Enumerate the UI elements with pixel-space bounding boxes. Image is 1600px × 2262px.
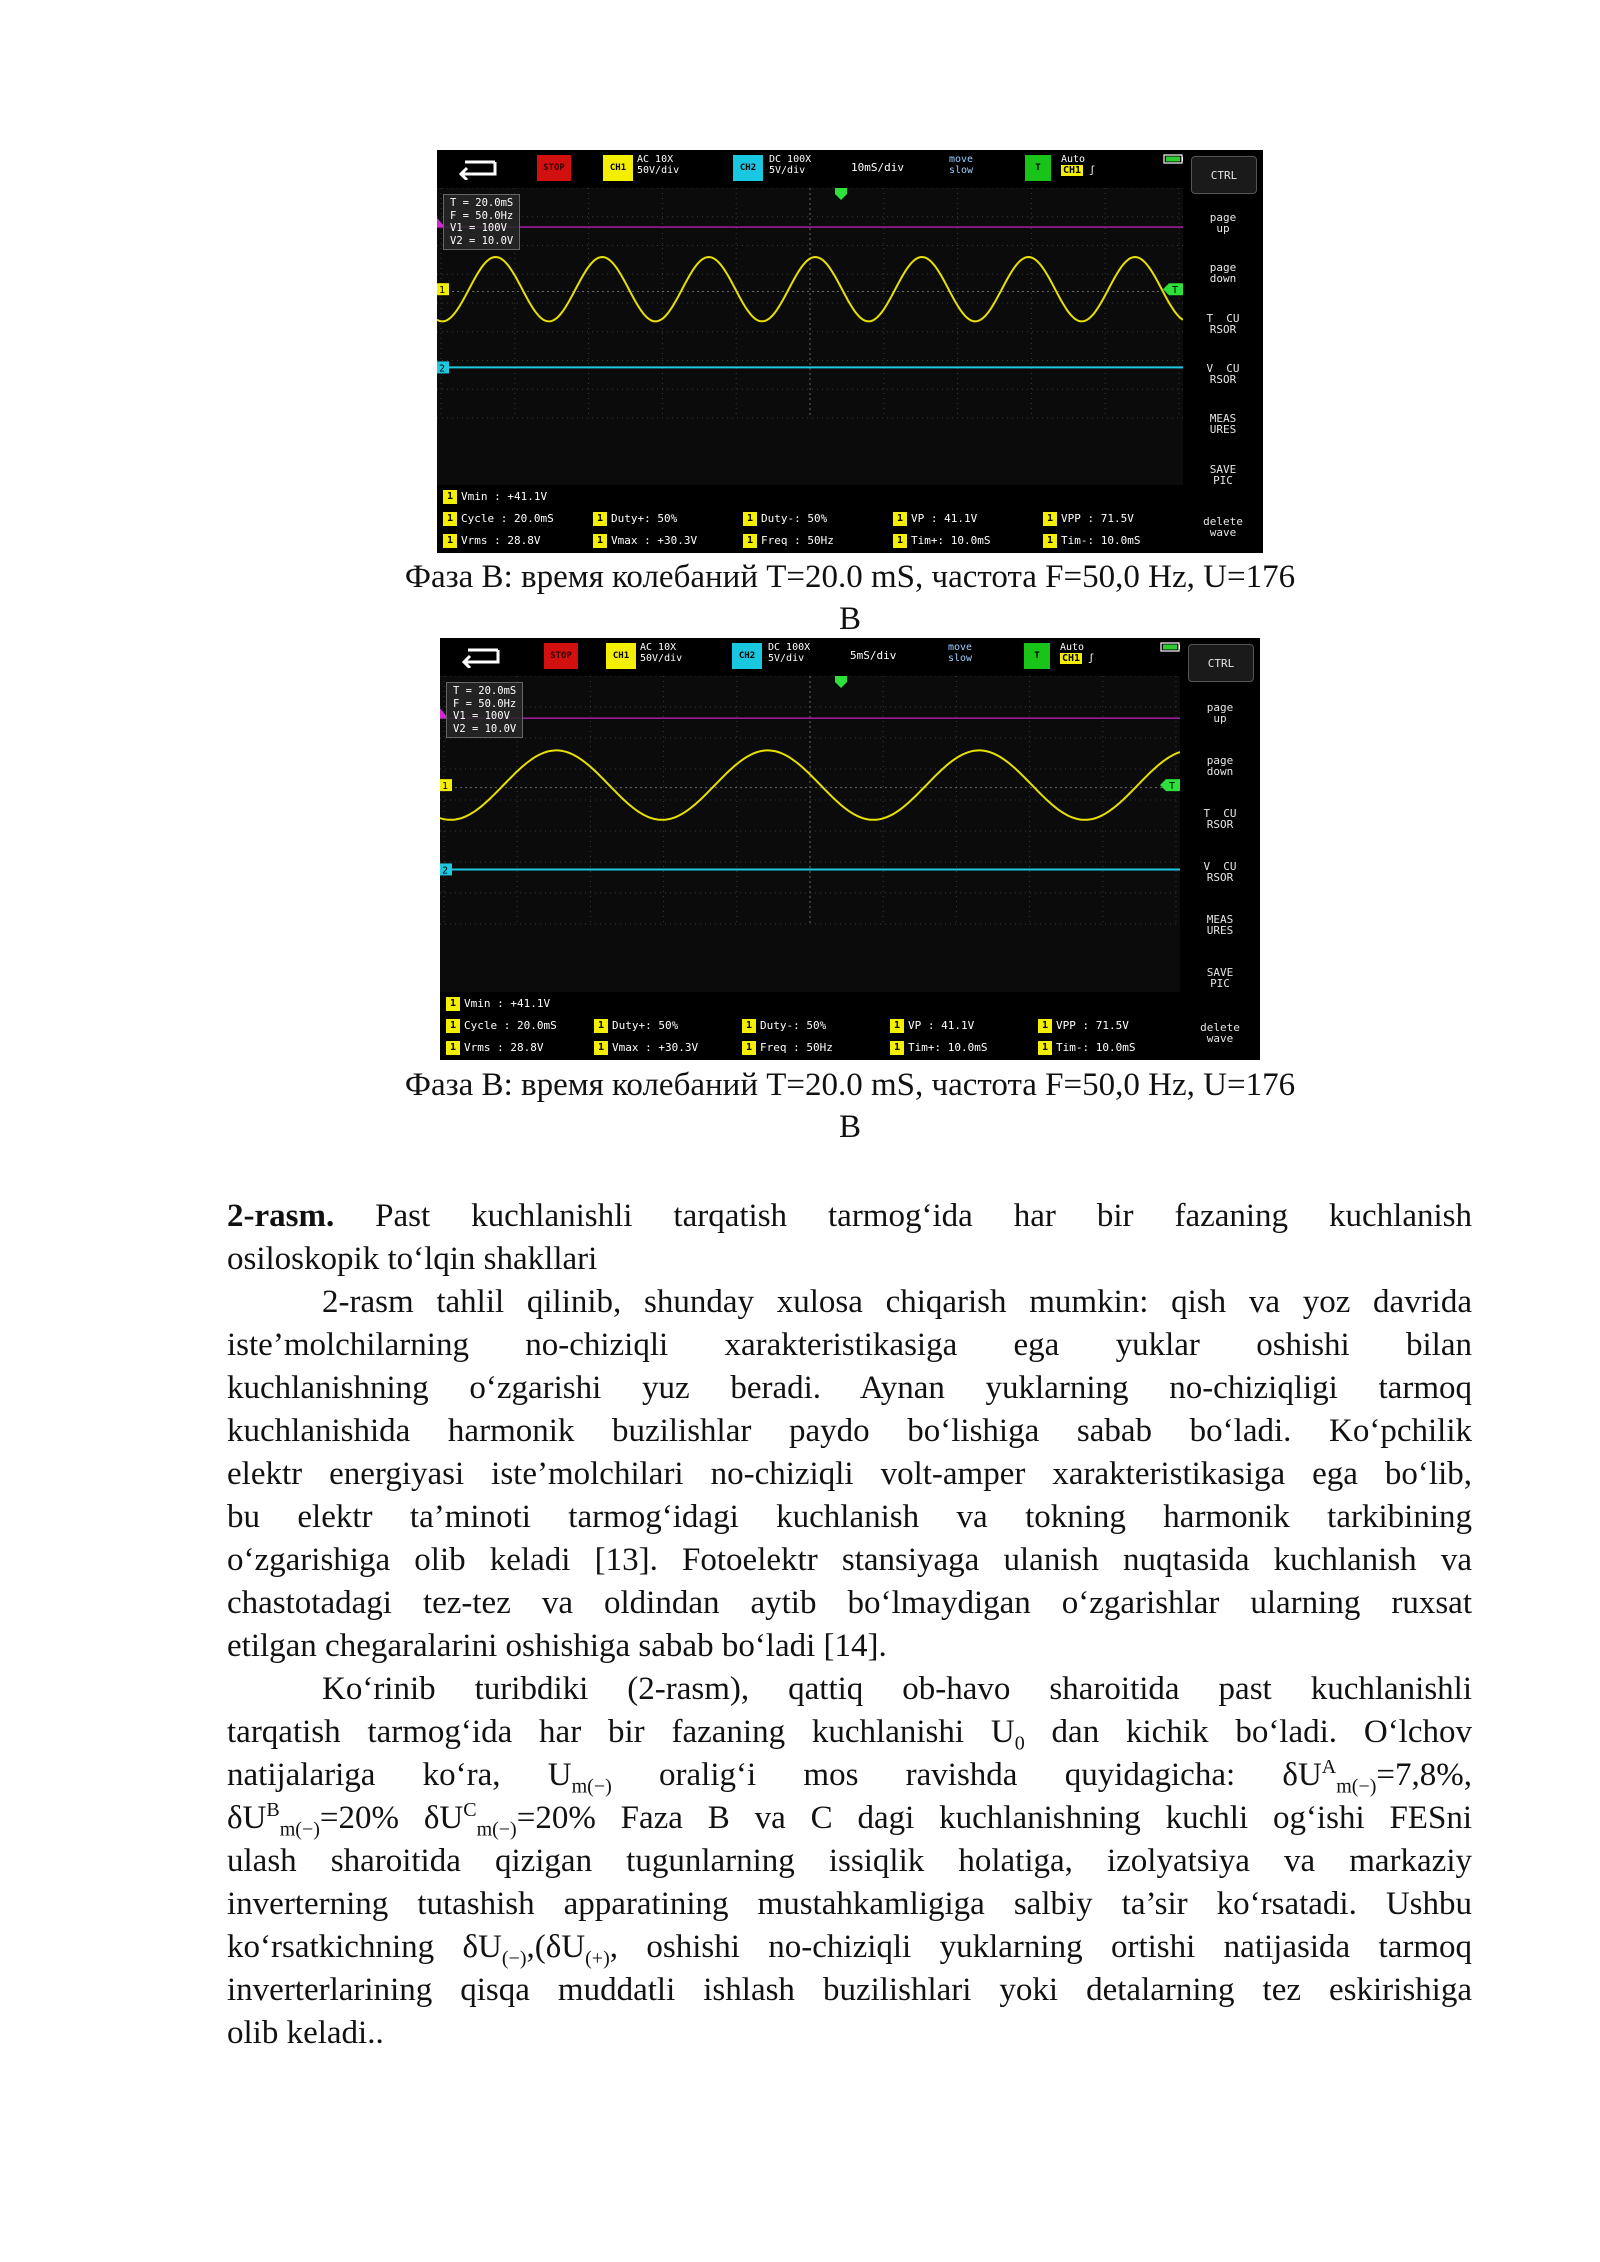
meas-tim-neg: 1 Tim-: 10.0mS <box>1038 1041 1135 1055</box>
measurement-panel <box>440 992 1180 1060</box>
oscilloscope-screenshot-1 <box>437 150 1263 553</box>
timebase-label: 10mS/div <box>851 161 904 174</box>
scope-toolbar <box>440 638 1180 676</box>
meas-vp: 1 VP : 41.1V <box>890 1019 974 1033</box>
return-arrow-icon <box>455 156 499 180</box>
delete-wave-button: delete wave <box>1203 515 1243 539</box>
scope-readout-box <box>446 682 523 738</box>
trigger-settings <box>1060 642 1094 664</box>
paragraph-line: Ko‘rinib turibdiki (2-rasm), qattiq ob-havo sharoitida past kuchlanishli <box>322 1671 1472 1707</box>
readout-frequency: F = 50.0Hz <box>450 209 514 222</box>
figure-caption-line: 2-rasm. Past kuchlanishli tarqatish tarmog‘ida har bir fazaning kuchlanish <box>227 1198 1472 1234</box>
meas-vmin: 1 Vmin : +41.1V <box>443 490 547 504</box>
ch2-scale: 5V/div <box>769 165 806 176</box>
scope-toolbar <box>437 150 1183 188</box>
paragraph-line: natijalariga ko‘ra, $U_{m(-)}$ oralig‘i mos ravishda quyidagicha: $\delta U^A_{m(-)}=7,8\%$, <box>227 1756 1472 1798</box>
page-up-button: page up <box>1209 211 1237 235</box>
figure-caption-2 <box>300 1064 1400 1148</box>
paragraph-line: $\delta U^B_{m(-)}=20\%$ $\delta U^C_{m(-)}=20\%$ Faza B va C dagi kuchlanishning kuchli og‘ishi FESni <box>227 1799 1472 1841</box>
plot-background <box>440 676 1180 992</box>
meas-vmax: 1 Vmax : +30.3V <box>593 534 697 548</box>
paragraph-line: o‘zgarishiga olib keladi [13]. Fotoelektr stansiyaga ulanish nuqtasida kuchlanish va <box>227 1542 1472 1578</box>
ch2-scale: 5V/div <box>768 653 805 664</box>
meas-tim-neg: 1 Tim-: 10.0mS <box>1043 534 1140 548</box>
scope-sidebar <box>1180 638 1260 1060</box>
page-up-button: page up <box>1206 701 1234 725</box>
paragraph-line: etilgan chegaralarini oshishiga sabab bo‘ladi [14]. <box>227 1628 887 1664</box>
scope-readout-box <box>443 194 520 250</box>
paragraph-line: olib keladi.. <box>227 2015 384 2051</box>
readout-v1: V1 = 100V <box>450 222 507 234</box>
meas-duty-pos: 1 Duty+: 50% <box>594 1019 678 1033</box>
trigger-edge: ʃ <box>1088 653 1095 664</box>
move-speed <box>948 642 972 664</box>
meas-freq: 1 Freq : 50Hz <box>742 1041 833 1055</box>
readout-period: T = 20.0mS <box>453 685 517 697</box>
paragraph-line: 2-rasm tahlil qilinib, shunday xulosa chiqarish mumkin: qish va yoz davrida <box>322 1284 1472 1320</box>
move-label: move <box>949 154 974 165</box>
ch1-coupling: AC 10X <box>640 642 677 653</box>
ch1-tag: CH1 <box>606 643 636 669</box>
trigger-edge: ʃ <box>1089 165 1096 176</box>
ctrl-button: CTRL <box>1188 644 1254 682</box>
measures-button: MEAS URES <box>1206 913 1234 937</box>
meas-vrms: 1 Vrms : 28.8V <box>443 534 540 548</box>
readout-v1: V1 = 100V <box>453 710 510 722</box>
battery-icon <box>1160 642 1182 652</box>
ch1-tag: CH1 <box>603 155 633 181</box>
meas-tim-pos: 1 Tim+: 10.0mS <box>890 1041 987 1055</box>
paragraph-line: inverterning tutashish apparatining mustahkamligiga salbiy ta’sir ko‘rsatadi. Ushbu <box>227 1886 1472 1922</box>
meas-vmin: 1 Vmin : +41.1V <box>446 997 550 1011</box>
page-down-button: page down <box>1206 754 1234 778</box>
ch1-coupling: AC 10X <box>637 154 674 165</box>
t-cursor-button: T CU RSOR <box>1203 807 1237 831</box>
ch2-settings <box>768 642 810 664</box>
readout-frequency: F = 50.0Hz <box>453 697 517 710</box>
scope-graticule <box>437 188 1183 485</box>
figure-caption-1 <box>300 556 1400 640</box>
meas-duty-neg: 1 Duty-: 50% <box>743 512 827 526</box>
delete-wave-button: delete wave <box>1200 1021 1240 1045</box>
caption-2-line-1: Фаза B: время колебаний T=20.0 mS, частота F=50,0 Hz, U=176 <box>404 1067 1296 1103</box>
trigger-tag: T <box>1025 155 1051 181</box>
scope-graticule <box>440 676 1180 992</box>
meas-freq: 1 Freq : 50Hz <box>743 534 834 548</box>
meas-vmax: 1 Vmax : +30.3V <box>594 1041 698 1055</box>
ctrl-button: CTRL <box>1191 156 1257 194</box>
speed-label: slow <box>949 165 974 176</box>
move-label: move <box>948 642 973 653</box>
ch2-tag: CH2 <box>733 155 763 181</box>
ch1-settings <box>640 642 682 664</box>
paragraph-line: ko‘rsatkichning $\delta U_{(-)},(\delta U_{(+)}$, oshishi no-chiziqli yuklarning ortishi natijasida tarmoq <box>227 1929 1472 1970</box>
ch2-coupling: DC 100X <box>769 154 812 165</box>
caption-2-line-2: B <box>838 1109 861 1145</box>
ch1-marker <box>437 283 449 296</box>
figure-label: 2-rasm. <box>227 1198 335 1234</box>
readout-period: T = 20.0mS <box>450 197 514 209</box>
trigger-source: CH1 <box>1062 653 1081 664</box>
readout-v2: V2 = 10.0V <box>450 234 514 247</box>
svg-text:1: 1 <box>439 285 446 297</box>
v-cursor-button: V CU RSOR <box>1206 362 1240 386</box>
trigger-settings <box>1061 154 1095 176</box>
ch2-settings <box>769 154 811 176</box>
paragraph-1 <box>227 1281 1472 1668</box>
battery-icon <box>1163 154 1185 164</box>
meas-cycle: 1 Cycle : 20.0mS <box>446 1019 557 1033</box>
v-cursor-button: V CU RSOR <box>1203 860 1237 884</box>
ch1-scale: 50V/div <box>637 165 680 176</box>
trigger-mode: Auto <box>1060 642 1085 653</box>
ch2-marker <box>437 361 449 374</box>
trigger-source: CH1 <box>1063 165 1082 176</box>
paragraph-line: inverterlarining qisqa muddatli ishlash buzilishlari yoki detalarning tez eskirishiga <box>227 1972 1472 2008</box>
ch1-marker <box>440 779 452 792</box>
trigger-tag: T <box>1024 643 1050 669</box>
move-speed <box>949 154 973 176</box>
paragraph-line: kuchlanishida harmonik buzilishlar paydo bo‘lishiga sabab bo‘ladi. Ko‘pchilik <box>227 1413 1472 1449</box>
meas-vrms: 1 Vrms : 28.8V <box>446 1041 543 1055</box>
meas-vpp: 1 VPP : 71.5V <box>1043 512 1134 526</box>
caption-1-line-1: Фаза B: время колебаний T=20.0 mS, частота F=50,0 Hz, U=176 <box>404 559 1296 595</box>
paragraph-line: ulash sharoitida qizigan tugunlarning issiqlik holatiga, izolyatsiya va markaziy <box>227 1843 1472 1879</box>
stop-button: STOP <box>544 643 578 669</box>
ch2-tag: CH2 <box>732 643 762 669</box>
svg-text:1: 1 <box>442 781 449 793</box>
svg-text:2: 2 <box>442 865 449 877</box>
ch2-marker <box>440 863 452 876</box>
page-down-button: page down <box>1209 261 1237 285</box>
measurement-panel <box>437 485 1183 553</box>
return-arrow-icon <box>458 644 502 668</box>
svg-text:T: T <box>1172 285 1179 297</box>
oscilloscope-screenshot-2 <box>440 638 1260 1060</box>
meas-duty-pos: 1 Duty+: 50% <box>593 512 677 526</box>
meas-cycle: 1 Cycle : 20.0mS <box>443 512 554 526</box>
ch2-coupling: DC 100X <box>768 642 811 653</box>
meas-duty-neg: 1 Duty-: 50% <box>742 1019 826 1033</box>
stop-button: STOP <box>537 155 571 181</box>
plot-background <box>437 188 1183 485</box>
ch1-settings <box>637 154 679 176</box>
speed-label: slow <box>948 653 973 664</box>
paragraph-line: bu elektr ta’minoti tarmog‘idagi kuchlanish va tokning harmonik tarkibining <box>227 1499 1472 1535</box>
caption-1-line-2: B <box>838 601 861 637</box>
svg-text:2: 2 <box>439 363 446 375</box>
figure-caption-line: osiloskopik to‘lqin shakllari <box>227 1241 598 1277</box>
timebase-label: 5mS/div <box>850 649 897 662</box>
paragraph-line: iste’molchilarning no-chiziqli xarakteristikasiga ega yuklar oshishi bilan <box>227 1327 1472 1363</box>
readout-v2: V2 = 10.0V <box>453 722 517 735</box>
meas-vp: 1 VP : 41.1V <box>893 512 977 526</box>
svg-text:T: T <box>1169 781 1176 793</box>
save-pic-button: SAVE PIC <box>1209 463 1237 487</box>
paragraph-line: tarqatish tarmog‘ida har bir fazaning kuchlanishi $U_0$ dan kichik bo‘ladi. O‘lchov <box>227 1714 1472 1755</box>
meas-tim-pos: 1 Tim+: 10.0mS <box>893 534 990 548</box>
trigger-mode: Auto <box>1061 154 1086 165</box>
ch1-scale: 50V/div <box>640 653 683 664</box>
paragraph-2 <box>227 1668 1472 2055</box>
paragraph-line: elektr energiyasi iste’molchilari no-chiziqli volt-amper xarakteristikasiga ega bo‘lib, <box>227 1456 1472 1492</box>
figure-2-caption <box>227 1195 1472 1281</box>
t-cursor-button: T CU RSOR <box>1206 312 1240 336</box>
paragraph-line: kuchlanishning o‘zgarishi yuz beradi. Aynan yuklarning no-chiziqligi tarmoq <box>227 1370 1472 1406</box>
paragraph-line: chastotadagi tez-tez va oldindan aytib bo‘lmaydigan o‘zgarishlar ularning ruxsat <box>227 1585 1472 1621</box>
measures-button: MEAS URES <box>1209 412 1237 436</box>
meas-vpp: 1 VPP : 71.5V <box>1038 1019 1129 1033</box>
scope-sidebar <box>1183 150 1263 553</box>
save-pic-button: SAVE PIC <box>1206 966 1234 990</box>
